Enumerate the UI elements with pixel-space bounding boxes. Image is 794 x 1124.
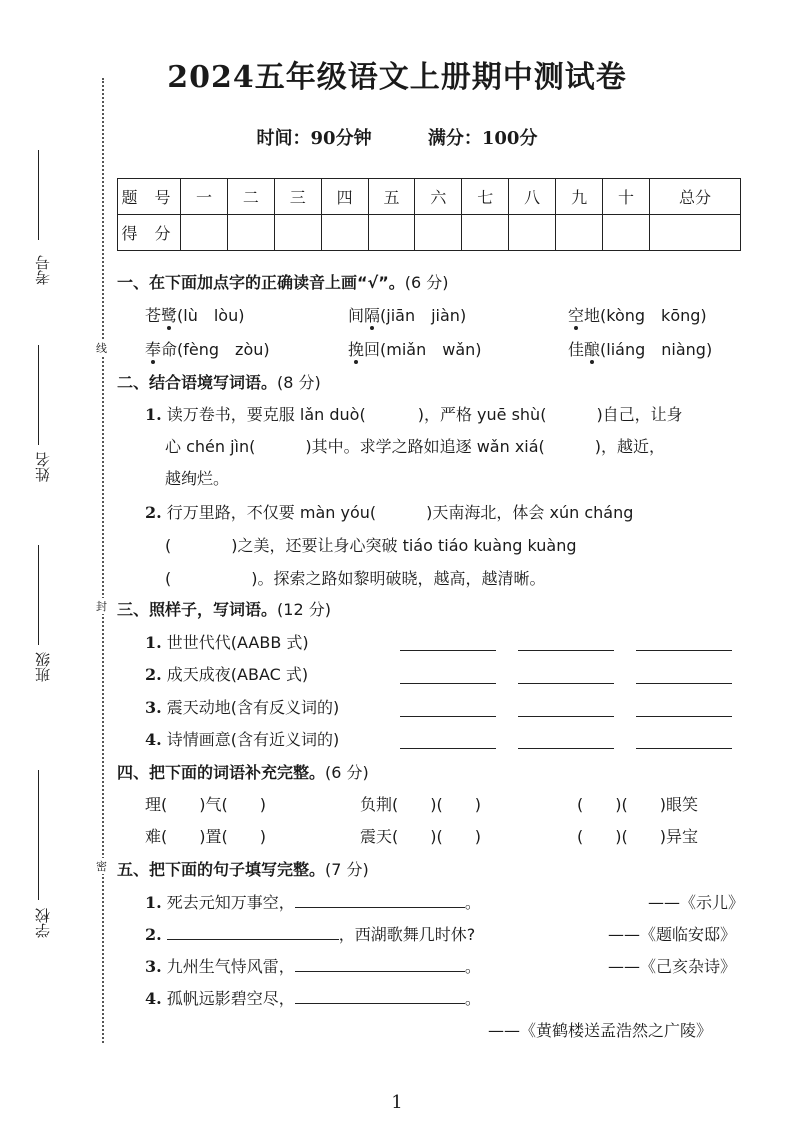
answer-blank[interactable]	[295, 971, 465, 972]
question-number: 2.	[145, 925, 162, 944]
section-2-title	[117, 370, 321, 393]
s2-q2-text: (	[165, 536, 172, 555]
s4-idiom[interactable]: 难( )置( )	[145, 827, 266, 846]
s3-item-3	[145, 695, 339, 718]
question-number: 3.	[145, 698, 162, 717]
score-cell[interactable]	[227, 215, 274, 251]
s5-q1	[145, 890, 481, 913]
s1-dotted-char: 鹭	[161, 306, 178, 325]
s2-q1-text: )，严格 yuē shù(	[417, 405, 547, 424]
s2-q1-line1	[145, 402, 683, 425]
section-4-title-text: 四、把下面的词语补充完整。	[117, 763, 326, 782]
section-2-title-text: 二、结合语境写词语。	[117, 373, 278, 392]
name-blank[interactable]	[38, 345, 39, 445]
s5-q3-end: 。	[464, 957, 481, 976]
answer-line[interactable]	[518, 748, 614, 749]
s2-q1-text: 读万卷书，要克服 lǎn duò(	[166, 405, 366, 424]
header-cell: 总分	[649, 179, 740, 215]
header-cell: 八	[509, 179, 556, 215]
school-label: 学校	[34, 908, 52, 938]
section-1-points: (6 分)	[404, 273, 449, 292]
s2-q2-text: )之美，还要让身心突破 tiáo tiáo kuàng kuàng	[231, 536, 577, 555]
class-label: 班级	[34, 652, 52, 682]
answer-line[interactable]	[400, 683, 496, 684]
score-cell[interactable]	[321, 215, 368, 251]
answer-line[interactable]	[518, 650, 614, 651]
s2-q1-line2	[165, 434, 665, 457]
score-row-label: 得 分	[118, 215, 181, 251]
s5-q4-end: 。	[464, 989, 481, 1008]
s1-pinyin-options[interactable]: (jiān jiàn)	[380, 306, 467, 325]
binding-char-xian: 线	[96, 342, 107, 355]
s5-q4	[145, 986, 481, 1009]
section-5-title	[117, 857, 369, 880]
answer-line[interactable]	[400, 650, 496, 651]
score-cell[interactable]	[556, 215, 603, 251]
question-number: 1.	[145, 893, 162, 912]
answer-blank[interactable]	[295, 907, 465, 908]
section-4-points: (6 分)	[325, 763, 369, 782]
question-number: 4.	[145, 730, 162, 749]
section-1-title-text: 一、在下面加点字的正确读音上画“√”。	[117, 273, 405, 292]
s1-pinyin-options[interactable]: (fèng zòu)	[177, 340, 270, 359]
header-cell: 七	[462, 179, 509, 215]
section-3-title-text: 三、照样子，写词语。	[117, 600, 278, 619]
s1-dotted-char: 奉	[145, 340, 162, 359]
s3-item-text: 世世代代(AABB 式)	[166, 633, 309, 652]
section-3-points: (12 分)	[277, 600, 331, 619]
s5-q1-text: 死去元知万事空，	[166, 893, 295, 912]
s1-pinyin-options[interactable]: (lù lòu)	[177, 306, 245, 325]
question-number: 1.	[145, 405, 162, 424]
score-table-score-row	[118, 215, 741, 251]
s5-q3	[145, 954, 481, 977]
s1-char: 命	[161, 340, 178, 359]
score-cell[interactable]	[368, 215, 415, 251]
s2-q2-line2	[165, 533, 577, 556]
s2-q1-line3: 越绚烂。	[165, 469, 230, 488]
section-3-title	[117, 597, 331, 620]
answer-line[interactable]	[636, 683, 732, 684]
header-cell: 二	[227, 179, 274, 215]
header-cell: 四	[321, 179, 368, 215]
s5-q4-text: 孤帆远影碧空尽，	[166, 989, 295, 1008]
school-blank[interactable]	[38, 770, 39, 900]
score-cell[interactable]	[274, 215, 321, 251]
s2-q2-text: )天南海北，体会 xún cháng	[426, 503, 634, 522]
score-cell[interactable]	[415, 215, 462, 251]
s5-q2	[145, 922, 475, 945]
s1-char: 苍	[145, 306, 162, 325]
s1-item-5	[348, 337, 482, 360]
s2-q1-text: )，越近，	[594, 437, 666, 456]
question-number: 2.	[145, 665, 162, 684]
s1-item-4	[145, 337, 270, 360]
header-cell: 三	[274, 179, 321, 215]
s5-q4-source: ——《黄鹤楼送孟浩然之广陵》	[488, 1021, 713, 1040]
s2-q2-text: (	[165, 569, 172, 588]
question-number: 3.	[145, 957, 162, 976]
binding-char-mi: 密	[96, 860, 107, 873]
exam-info	[0, 124, 794, 150]
header-cell: 题 号	[118, 179, 181, 215]
score-table-header-row	[118, 179, 741, 215]
exam-no-label: 考号	[34, 255, 52, 285]
class-blank[interactable]	[38, 545, 39, 645]
header-cell: 六	[415, 179, 462, 215]
header-cell: 九	[556, 179, 603, 215]
s2-q1-text: )自己，让身	[596, 405, 683, 424]
s5-q2-text: ，西湖歌舞几时休?	[338, 925, 476, 944]
header-cell: 一	[181, 179, 228, 215]
s1-pinyin-options[interactable]: (liáng niàng)	[600, 340, 713, 359]
answer-line[interactable]	[636, 716, 732, 717]
s4-idiom[interactable]: 负荆( )( )	[360, 795, 481, 814]
s1-dotted-char: 隔	[364, 306, 381, 325]
name-label: 姓名	[34, 452, 52, 482]
section-4-title	[117, 760, 369, 783]
answer-line[interactable]	[400, 716, 496, 717]
s4-idiom[interactable]: 理( )气( )	[145, 795, 266, 814]
s1-char: 间	[348, 306, 365, 325]
s5-q3-text: 九州生气恃风雷，	[166, 957, 295, 976]
s2-q2-text: )。探索之路如黎明破晓，越高，越清晰。	[251, 569, 546, 588]
answer-line[interactable]	[518, 716, 614, 717]
s1-pinyin-options[interactable]: (kòng kōng)	[600, 306, 707, 325]
s1-dotted-char: 空	[568, 306, 585, 325]
score-cell[interactable]	[181, 215, 228, 251]
s2-q2-text: 行万里路，不仅要 màn yóu(	[166, 503, 377, 522]
s5-q3-source: ——《己亥杂诗》	[608, 957, 737, 976]
exam-full-score: 满分：100分	[427, 128, 538, 149]
score-cell[interactable]	[509, 215, 556, 251]
s3-item-text: 成天成夜(ABAC 式)	[166, 665, 309, 684]
header-cell: 十	[603, 179, 650, 215]
s4-idiom[interactable]: ( )( )眼笑	[577, 795, 698, 814]
page-number: 1	[391, 1092, 403, 1113]
s1-item-1	[145, 303, 244, 326]
answer-line[interactable]	[636, 748, 732, 749]
s1-item-3	[568, 303, 707, 326]
s3-item-4	[145, 727, 339, 750]
question-number: 4.	[145, 989, 162, 1008]
s5-q1-source: ——《示儿》	[648, 893, 745, 912]
s1-char: 回	[364, 340, 381, 359]
binding-dotted-line	[102, 78, 104, 1043]
page-title: 2024五年级语文上册期中测试卷	[167, 60, 627, 95]
s1-char: 佳	[568, 340, 585, 359]
s4-idiom[interactable]: ( )( )异宝	[577, 827, 698, 846]
section-1-title	[117, 270, 448, 293]
s5-q1-end: 。	[464, 893, 481, 912]
answer-line[interactable]	[400, 748, 496, 749]
header-cell: 五	[368, 179, 415, 215]
answer-blank[interactable]	[167, 939, 339, 940]
s1-dotted-char: 酿	[584, 340, 601, 359]
s2-q1-text: 心 chén jìn(	[165, 437, 256, 456]
s2-q2-line1	[145, 500, 633, 523]
question-number: 2.	[145, 503, 162, 522]
score-cell[interactable]	[649, 215, 740, 251]
s2-q2-line3	[165, 566, 546, 589]
s1-item-6	[568, 337, 712, 360]
s4-idiom[interactable]: 震天( )( )	[360, 827, 481, 846]
question-number: 1.	[145, 633, 162, 652]
section-5-title-text: 五、把下面的句子填写完整。	[117, 860, 326, 879]
s1-pinyin-options[interactable]: (miǎn wǎn)	[380, 340, 482, 359]
binding-char-feng: 封	[96, 600, 107, 613]
s3-item-text: 震天动地(含有反义词的)	[166, 698, 340, 717]
answer-line[interactable]	[636, 650, 732, 651]
s5-q2-source: ——《题临安邸》	[608, 925, 737, 944]
score-table	[117, 178, 741, 251]
exam-time: 时间：90分钟	[256, 128, 372, 149]
s1-dotted-char: 挽	[348, 340, 365, 359]
answer-blank[interactable]	[295, 1003, 465, 1004]
s1-char: 地	[584, 306, 601, 325]
score-cell[interactable]	[462, 215, 509, 251]
s1-item-2	[348, 303, 466, 326]
exam-no-blank[interactable]	[38, 150, 39, 240]
section-5-points: (7 分)	[325, 860, 369, 879]
section-2-points: (8 分)	[277, 373, 321, 392]
answer-line[interactable]	[518, 683, 614, 684]
s3-item-1	[145, 630, 309, 653]
s3-item-2	[145, 662, 308, 685]
s3-item-text: 诗情画意(含有近义词的)	[166, 730, 340, 749]
score-cell[interactable]	[603, 215, 650, 251]
s2-q1-text: )其中。求学之路如追逐 wǎn xiá(	[305, 437, 545, 456]
